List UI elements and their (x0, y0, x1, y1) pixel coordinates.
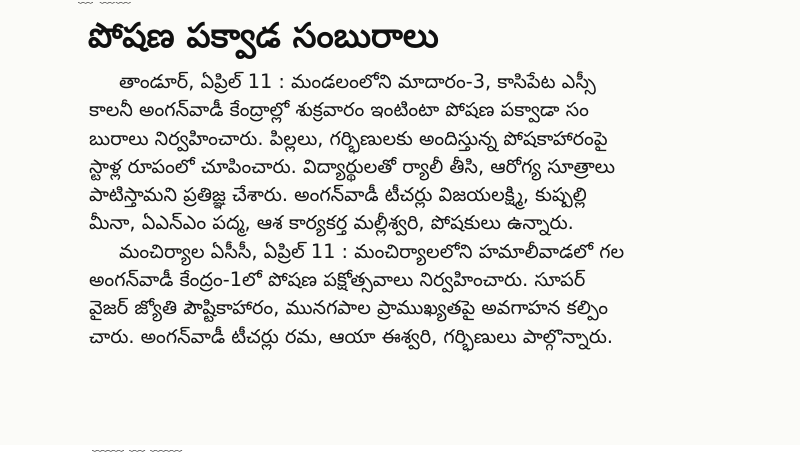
article-line: వైజర్ జ్యోతి పౌష్టికాహారం, మునగపాల ప్రాముఖ్యతపై అవగాహన కల్పిం (89, 296, 608, 320)
article-headline: పోషణ పక్వాడ సంబురాలు (88, 16, 439, 56)
article-line: చారు. అంగన్‌వాడీ టీచర్లు రమ, ఆయా ఈశ్వరి, గర్భిణులు పాల్గొన్నారు. (89, 324, 614, 348)
article-line: బురాలు నిర్వహించారు. పిల్లలు, గర్భిణులకు అందిస్తున్న పోషకాహారంపై (89, 126, 608, 150)
article-line: మీనా, ఏఎన్ఎం పద్మ, ఆశ కార్యకర్త మల్లీశ్వరి, పోషకులు ఉన్నారు. (89, 211, 574, 235)
article-line: మంచిర్యాల ఏసీసీ, ఏప్రిల్ 11 : మంచిర్యాలలోని హమాలీవాడలో గల (119, 239, 625, 263)
article-line: స్టాళ్ల రూపంలో చూపించారు. విద్యార్థులతో ర్యాలీ తీసి, ఆరోగ్య సూత్రాలు (89, 154, 616, 178)
article-line: తాండూర్, ఏప్రిల్ 11 : మండలంలోని మాదారం-3, కాసిపేట ఎస్సీ (119, 70, 596, 93)
cut-off-bottom-fragment: ﹏﹏ ﹏ ﹏﹏ (92, 435, 183, 454)
article-line: పాటిస్తామని ప్రతిజ్ఞ చేశారు. అంగన్‌వాడీ టీచర్లు విజయలక్ష్మి, కుష్పల్లి (89, 183, 587, 207)
cut-off-text-fragment (78, 0, 132, 4)
article-line: కాలనీ అంగన్‌వాడీ కేంద్రాల్లో శుక్రవారం ఇంటింటా పోషణ పక్వాడా సం (89, 98, 589, 122)
article-body (89, 68, 779, 351)
article-line: అంగన్‌వాడీ కేంద్రం-1లో పోషణ పక్షోత్సవాలు నిర్వహించారు. సూపర్ (89, 268, 586, 292)
